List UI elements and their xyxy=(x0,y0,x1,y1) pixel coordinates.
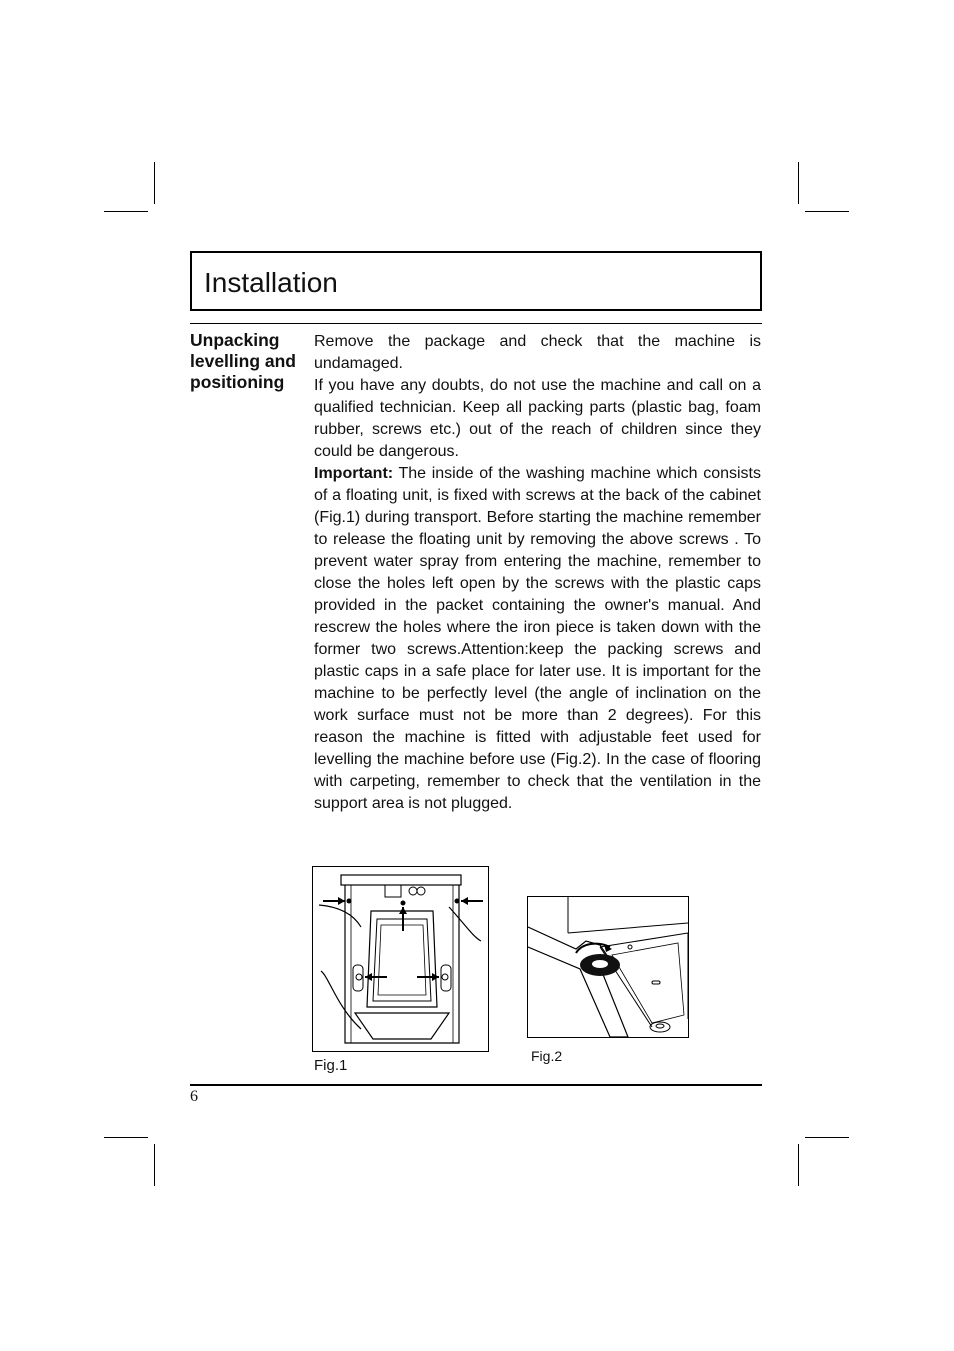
adjustable-foot-illustration xyxy=(528,897,688,1037)
body-paragraph: Remove the package and check that the machine is undamaged. xyxy=(314,333,761,372)
crop-mark xyxy=(805,211,849,212)
section-heading-line: positioning xyxy=(190,372,285,392)
crop-mark xyxy=(798,162,799,204)
figure-2-caption: Fig.2 xyxy=(531,1048,563,1064)
crop-mark xyxy=(104,1137,148,1138)
crop-mark xyxy=(154,1144,155,1186)
crop-mark xyxy=(104,211,148,212)
body-paragraph: If you have any doubts, do not use the machine and call on a qualified technician. Keep all packing parts (plastic bag, foam rubber, screws etc.) out of the reach of children since they could be dangerous. xyxy=(314,377,761,460)
washing-machine-rear-illustration xyxy=(313,867,488,1051)
crop-mark xyxy=(154,162,155,204)
figure-1 xyxy=(312,866,489,1052)
section-heading-line: levelling and xyxy=(190,351,296,371)
section-heading xyxy=(190,330,310,393)
section-body xyxy=(314,331,761,815)
section-heading-line: Unpacking xyxy=(190,330,280,350)
figure-2 xyxy=(527,896,689,1038)
page-number: 6 xyxy=(190,1088,198,1105)
crop-mark xyxy=(798,1144,799,1186)
section-divider xyxy=(190,323,762,324)
body-paragraph xyxy=(314,463,761,815)
important-text: The inside of the washing machine which consists of a floating unit, is fixed with screws at the back of the cabinet (Fig.1) during transport. Before starting the machine remember to release the floating unit by removing the above screws . To prevent water spray from entering the machine, remember to close the holes left open by the screws with the plastic caps provided in the packet containing the owner's manual. And rescrew the holes where the iron piece is taken down with the former two screws.Attention:keep the packing screws and plastic caps in a safe place for later use. It is important for the machine to be perfectly level (the angle of inclination on the work surface must not be more than 2 degrees). For this reason the machine is fitted with adjustable feet used for levelling the machine before use (Fig.2). In the case of flooring with carpeting, remember to check that the ventilation in the support area is not plugged. xyxy=(314,465,761,812)
page-title: Installation xyxy=(204,267,338,298)
page-title-box xyxy=(190,251,762,311)
important-label: Important: xyxy=(314,465,394,482)
figure-1-caption: Fig.1 xyxy=(314,1057,348,1074)
footer-rule xyxy=(190,1084,762,1086)
crop-mark xyxy=(805,1137,849,1138)
